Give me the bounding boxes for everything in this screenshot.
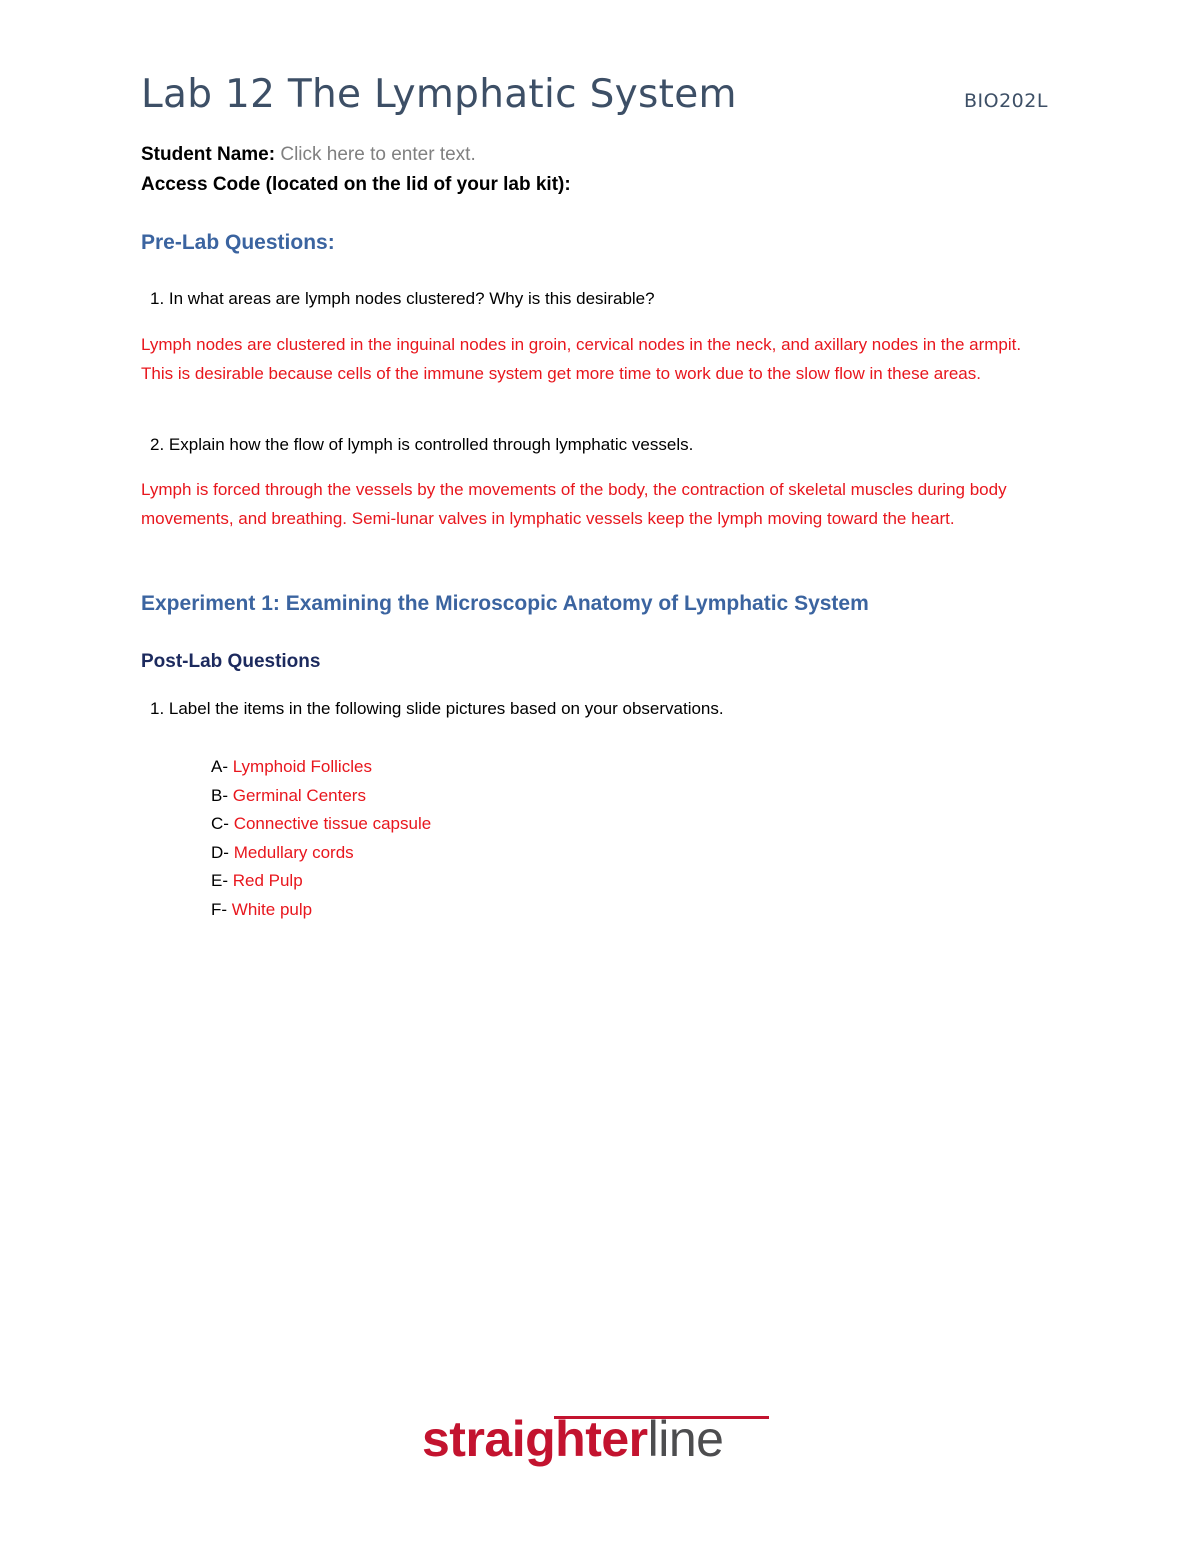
label-list: [211, 753, 431, 925]
student-name-field[interactable]: Click here to enter text.: [280, 144, 476, 165]
label-answer: Medullary cords: [233, 842, 354, 862]
label-answer: White pulp: [231, 899, 313, 919]
label-answer: Red Pulp: [232, 871, 303, 891]
student-name-label: Student Name:: [141, 144, 276, 165]
student-name-line: [141, 144, 476, 166]
label-answer: Connective tissue capsule: [233, 814, 432, 834]
course-code: BIO202L: [964, 90, 1048, 112]
label-letter: C-: [211, 814, 229, 834]
pre-lab-answer-1: Lymph nodes are clustered in the inguinal nodes in groin, cervical nodes in the neck, and axillary nodes in the armpit. This is desirable because cells of the immune system get more time to work due to the slow flow in these areas.: [141, 335, 1022, 383]
label-letter: E-: [211, 871, 228, 891]
label-answer: Lymphoid Follicles: [232, 757, 372, 776]
page-title: Lab 12 The Lymphatic System: [141, 72, 737, 117]
access-code-label: Access Code (located on the lid of your lab kit):: [141, 174, 571, 195]
logo-wordmark: [422, 1410, 723, 1468]
label-answer: Germinal Centers: [232, 785, 366, 805]
straighterline-logo: [422, 1411, 778, 1480]
label-letter: D-: [211, 842, 229, 862]
post-lab-heading: Post-Lab Questions: [141, 651, 321, 672]
label-item-b: [211, 782, 431, 811]
label-letter: F-: [211, 899, 228, 919]
experiment-heading: Experiment 1: Examining the Microscopic Anatomy of Lymphatic System: [141, 592, 869, 615]
label-item-f: [211, 896, 431, 925]
label-item-c: [211, 810, 431, 839]
post-lab-question-1: 1. Label the items in the following slide pictures based on your observations.: [150, 699, 724, 718]
pre-lab-answer-2: Lymph is forced through the vessels by the movements of the body, the contraction of skeletal muscles during body movements, and breathing. Semi-lunar valves in lymphatic vessels keep the lymph moving toward the heart.: [141, 480, 1007, 528]
logo-bold-text: straighter: [422, 1411, 648, 1467]
pre-lab-question-1: 1. In what areas are lymph nodes clustered? Why is this desirable?: [150, 289, 655, 308]
pre-lab-heading: Pre-Lab Questions:: [141, 231, 335, 254]
logo-thin-text: line: [647, 1411, 724, 1467]
label-letter: B-: [211, 785, 228, 805]
label-item-e: [211, 867, 431, 896]
label-item-d: [211, 839, 431, 868]
label-item-a: [211, 753, 431, 782]
pre-lab-question-2: 2. Explain how the flow of lymph is controlled through lymphatic vessels.: [150, 435, 694, 454]
label-letter: A-: [211, 757, 228, 776]
